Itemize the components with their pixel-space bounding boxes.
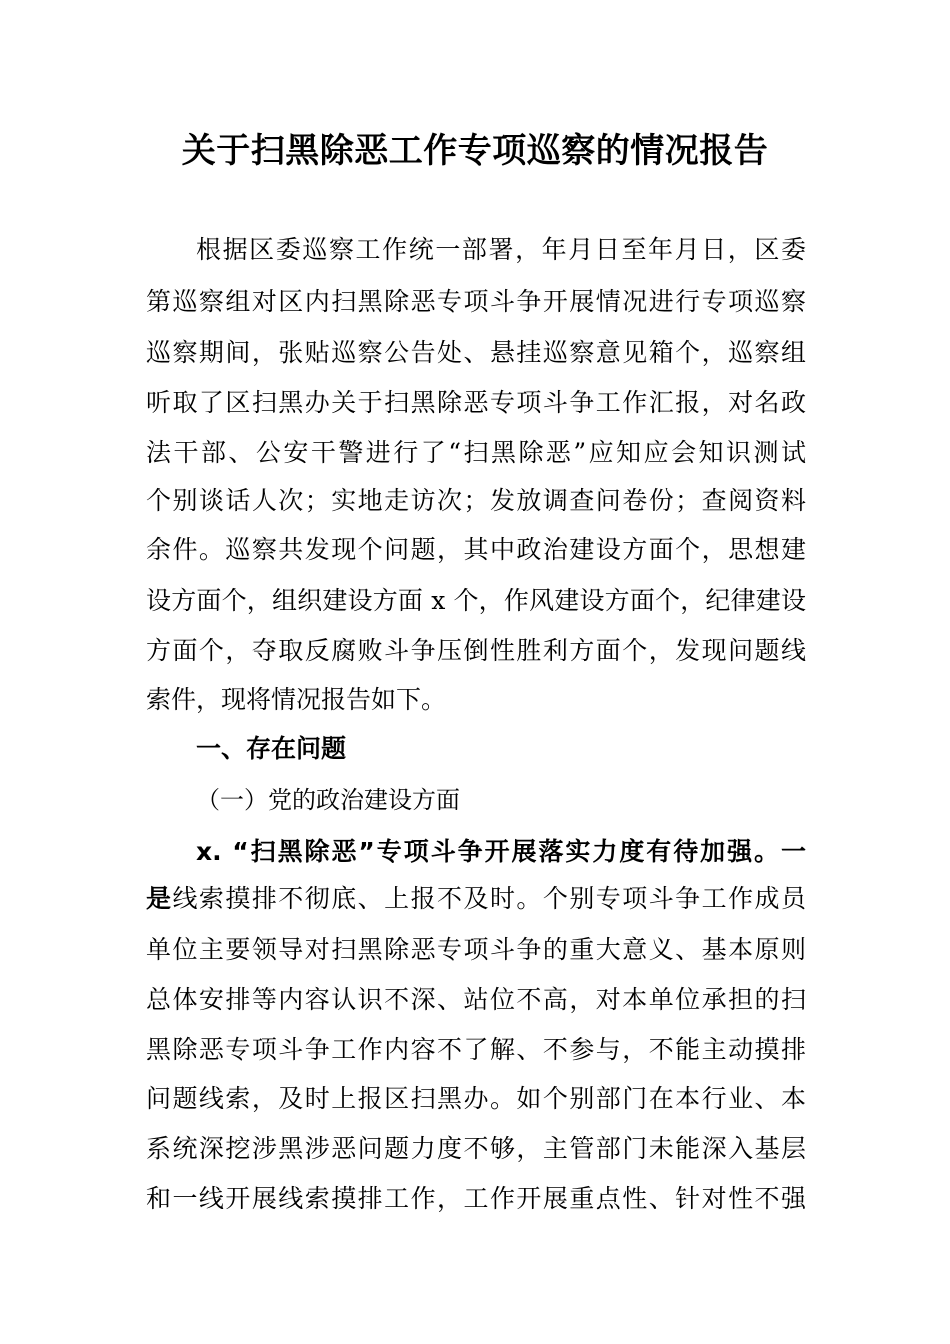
paragraph-line: 第巡察组对区内扫黑除恶专项斗争开展情况进行专项巡察 <box>146 287 806 316</box>
paragraph-line: 总体安排等内容认识不深、站位不高，对本单位承担的扫 <box>146 985 806 1014</box>
item-bold-lead: x. “扫黑除恶”专项斗争开展落实力度有待加强。一 <box>196 837 806 866</box>
paragraph-line: 余件。巡察共发现个问题，其中政治建设方面个，思想建 <box>146 535 806 564</box>
subsection-heading: （一）党的政治建设方面 <box>196 786 460 814</box>
paragraph-line: 问题线索，及时上报区扫黑办。如个别部门在本行业、本 <box>146 1084 806 1113</box>
paragraph-line: 索件，现将情况报告如下。 <box>146 685 447 714</box>
line-text: 线索摸排不彻底、上报不及时。个别专项斗争工作成员 <box>172 884 806 913</box>
paragraph-line <box>146 879 806 919</box>
paragraph-line: 巡察期间，张贴巡察公告处、悬挂巡察意见箱个，巡察组 <box>146 338 806 367</box>
document-title: 关于扫黑除恶工作专项巡察的情况报告 <box>181 131 769 171</box>
paragraph-line: 法干部、公安干警进行了“扫黑除恶”应知应会知识测试 <box>146 438 806 467</box>
paragraph-line: 根据区委巡察工作统一部署，年月日至年月日，区委 <box>196 235 806 264</box>
paragraph-line: 方面个，夺取反腐败斗争压倒性胜利方面个，发现问题线 <box>146 636 806 665</box>
paragraph-line: 个别谈话人次；实地走访次；发放调查问卷份；查阅资料 <box>146 486 806 515</box>
paragraph-line: 和一线开展线索摸排工作，工作开展重点性、针对性不强 <box>146 1184 806 1213</box>
paragraph-line: 单位主要领导对扫黑除恶专项斗争的重大意义、基本原则 <box>146 935 806 964</box>
section-heading: 一、存在问题 <box>196 734 347 763</box>
paragraph-line: 设方面个，组织建设方面 x 个，作风建设方面个，纪律建设 <box>146 586 806 615</box>
paragraph-line: 黑除恶专项斗争工作内容不了解、不参与，不能主动摸排 <box>146 1035 806 1064</box>
paragraph-line: 听取了区扫黑办关于扫黑除恶专项斗争工作汇报，对名政 <box>146 388 806 417</box>
paragraph-line: 系统深挖涉黑涉恶问题力度不够，主管部门未能深入基层 <box>146 1134 806 1163</box>
bold-start-text: 是 <box>146 884 173 913</box>
